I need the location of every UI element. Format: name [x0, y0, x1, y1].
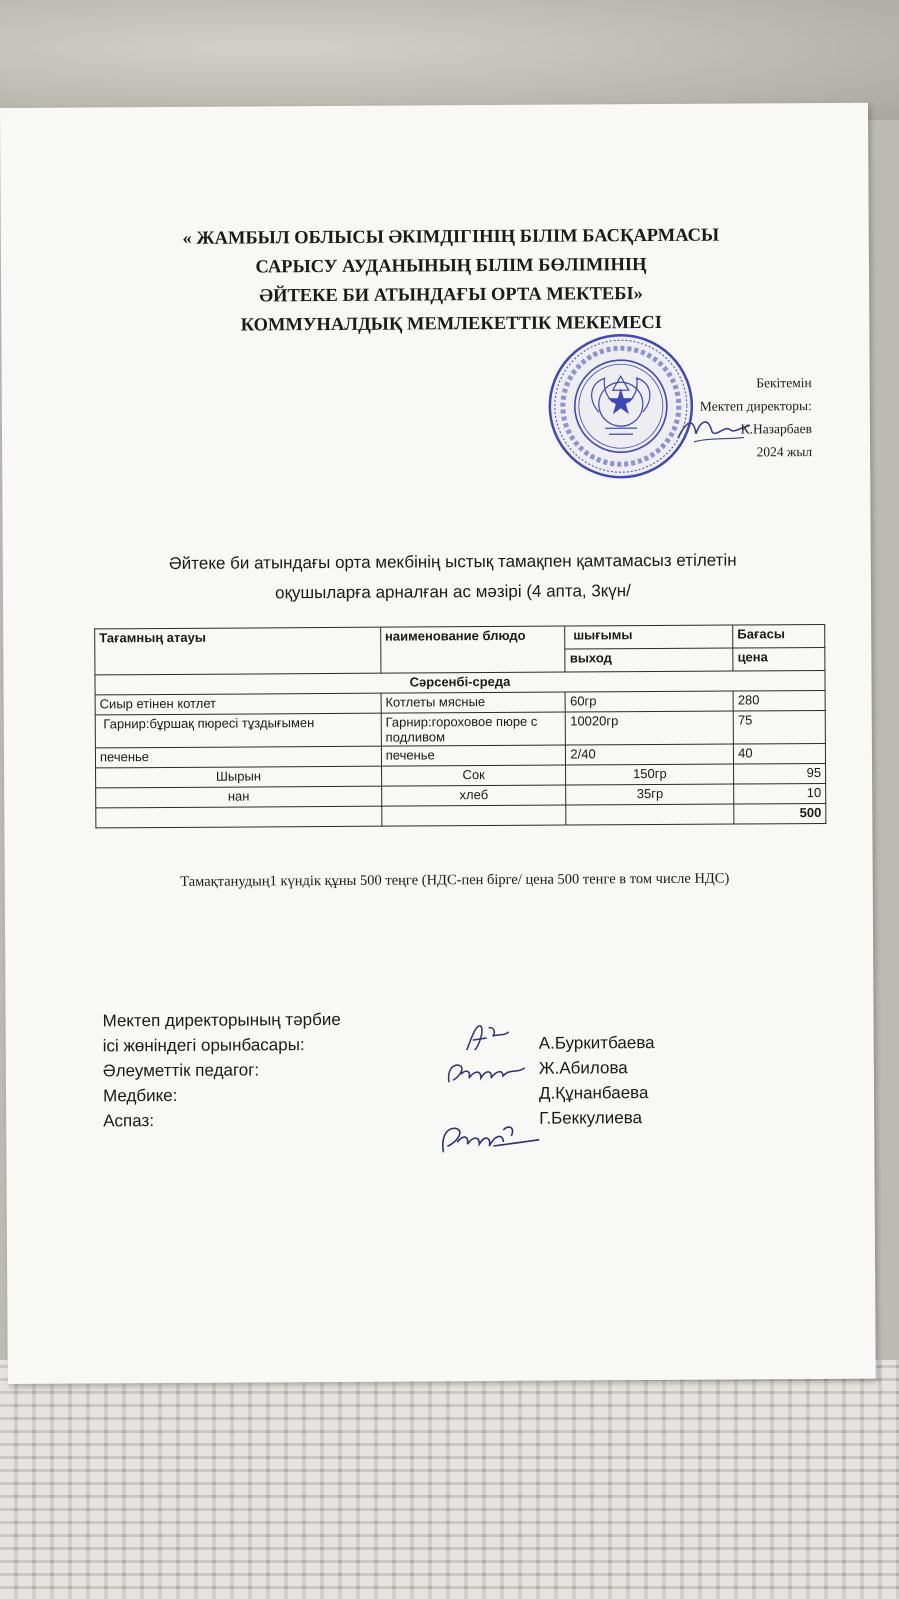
header-cell-output	[565, 625, 733, 649]
staff-row	[103, 1004, 743, 1033]
staff-role: Аспаз:	[103, 1111, 155, 1131]
dish-price: 280	[733, 690, 825, 711]
approval-label: Бекітемін	[756, 375, 812, 391]
dish-kz: Шырын	[96, 766, 382, 788]
day-cell: Сәрсенбі-среда	[95, 670, 825, 694]
total-empty	[96, 806, 382, 828]
staff-name: Г.Беккулиева	[539, 1108, 643, 1128]
header-line-4: КОММУНАЛДЫҚ МЕМЛЕКЕТТІК МЕКЕМЕСІ	[240, 312, 663, 336]
staff-name: Ж.Абилова	[538, 1058, 628, 1078]
dish-price: 40	[734, 743, 826, 764]
organization-header	[1, 221, 899, 342]
dish-output: 2/40	[566, 744, 734, 765]
daily-cost-note: Тамақтанудың1 күндік құны 500 теңге (НДС-пен бірге/ цена 500 тенге в том числе НДС)	[180, 870, 730, 890]
dish-output: 60гр	[566, 691, 734, 712]
header-line-3: ӘЙТЕКЕ БИ АТЫНДАҒЫ ОРТА МЕКТЕБІ»	[259, 284, 643, 307]
dish-ru: Гарнир:гороховое пюре с подливом	[381, 712, 566, 746]
header-cell-kz: Тағамның атауы	[95, 627, 381, 675]
cook-signature-icon	[433, 1120, 543, 1161]
dish-price: 75	[733, 710, 825, 744]
dish-ru: хлеб	[381, 785, 566, 806]
dish-price: 10	[734, 783, 826, 804]
approval-position: Мектеп директоры:	[699, 398, 812, 414]
table-row	[95, 710, 825, 747]
social-teacher-signature-icon	[441, 1058, 533, 1089]
menu-title-line-2: оқушыларға арналған ас мәзірі (4 апта, 3күн/	[275, 581, 631, 603]
staff-row	[103, 1079, 743, 1108]
signatures-block	[103, 1004, 744, 1133]
approval-name: К.Назарбаев	[740, 421, 813, 437]
menu-title-line-1: Әйтеке би атындағы орта мекбінің ыстық тамақпен қамтамасыз етілетін	[168, 550, 737, 573]
dish-kz: нан	[96, 786, 382, 808]
total-value: 500	[734, 803, 826, 824]
dish-output: 150гр	[566, 764, 734, 785]
document-sheet	[0, 103, 876, 1384]
menu-table	[94, 624, 826, 828]
header-line-1: « ЖАМБЫЛ ОБЛЫСЫ ӘКІМДІГІНІҢ БІЛІМ БАСҚАРМАСЫ	[182, 225, 720, 249]
dish-kz: Сиыр етінен котлет	[95, 693, 381, 715]
total-row	[96, 803, 826, 827]
dish-ru: печенье	[381, 745, 566, 766]
header-line-2: САРЫСУ АУДАНЫНЫҢ БІЛІМ БӨЛІМІНІҢ	[255, 255, 647, 278]
dish-kz	[95, 713, 381, 748]
approval-block	[700, 371, 813, 464]
dish-kz-text: Гарнир:бұршақ пюресі тұздығымен	[103, 715, 315, 732]
dish-price: 95	[734, 763, 826, 784]
background-surface	[0, 0, 899, 120]
approval-date: 2024 жыл	[756, 444, 813, 460]
header-cell-price: Бағасы	[733, 624, 825, 648]
header-cell-ru: наименование блюдо	[380, 626, 565, 673]
staff-row	[103, 1104, 743, 1133]
dish-output: 35гр	[566, 784, 734, 805]
staff-row	[103, 1054, 743, 1083]
header-output-label: шығымы	[573, 627, 633, 643]
dish-kz: печенье	[95, 746, 381, 768]
total-empty	[566, 804, 734, 825]
dish-ru: Котлеты мясные	[381, 692, 566, 713]
header-cell-output-ru: выход	[565, 648, 733, 672]
staff-name: А.Буркитбаева	[538, 1033, 655, 1053]
dish-output: 10020гр	[566, 711, 734, 745]
staff-role: Мектеп директорының тәрбие	[102, 1009, 341, 1031]
deputy-signature-icon	[459, 1020, 515, 1056]
official-stamp-icon	[546, 332, 695, 481]
dish-ru: Сок	[381, 765, 566, 786]
total-empty	[382, 805, 567, 826]
staff-row	[103, 1029, 743, 1058]
staff-role: Әлеуметтік педагог:	[102, 1060, 260, 1081]
header-cell-price-ru: цена	[733, 647, 825, 671]
staff-role: ісі жөніндегі орынбасары:	[102, 1035, 305, 1056]
staff-name: Д.Құнанбаева	[538, 1083, 649, 1103]
background-tiles	[0, 1360, 899, 1599]
staff-role: Медбике:	[102, 1085, 178, 1106]
menu-title	[3, 544, 899, 609]
